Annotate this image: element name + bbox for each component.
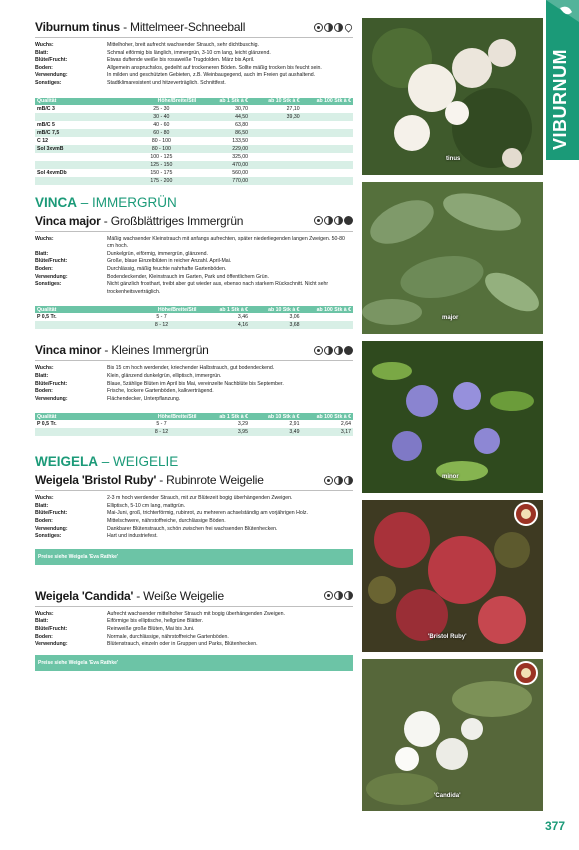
column-header: ab 10 Stk à € — [250, 98, 302, 105]
table-cell — [250, 161, 302, 169]
value-boden: Mittelschwere, nährstoffreiche, durchlässige Böden. — [107, 518, 226, 525]
table-cell: P 0,5 Tr. — [35, 313, 125, 321]
table-cell — [302, 169, 353, 177]
table-cell — [250, 153, 302, 161]
half-shade-icon — [324, 216, 333, 225]
table-cell: 3,49 — [250, 428, 302, 436]
table-cell: mB/C 5 — [35, 121, 124, 129]
half-shade-icon — [324, 346, 333, 355]
label-wuchs: Wuchs: — [35, 610, 54, 617]
label-blatt: Blatt: — [35, 618, 49, 625]
table-cell: mB/C 7,5 — [35, 129, 124, 137]
table-row — [35, 137, 353, 145]
full-shade-icon — [344, 216, 353, 225]
table-cell — [250, 129, 302, 137]
table-cell: 63,80 — [198, 121, 250, 129]
value-verwendung: Bodendeckender, Kleinstrauch im Garten, Park und öffentlichem Grün. — [107, 273, 269, 280]
property-list — [35, 365, 353, 403]
table-cell: 175 - 200 — [124, 177, 198, 185]
viburnum-tinus-image — [362, 18, 543, 175]
table-cell — [35, 177, 124, 185]
entry-vinca-major — [35, 212, 353, 330]
photo-viburnum-tinus — [362, 18, 543, 175]
label-verwendung: Verwendung: — [35, 395, 68, 402]
section-common-name: IMMERGRÜN — [92, 194, 177, 210]
table-row — [35, 145, 353, 153]
table-cell — [302, 121, 353, 129]
section-common-name: WEIGELIE — [113, 454, 179, 470]
shade-icon — [334, 23, 343, 32]
value-verwendung: Dankbarer Blütenstrauch, schön zwischen frei wachsenden Blütenhecken. — [107, 525, 278, 532]
table-cell: 86,50 — [198, 129, 250, 137]
divider — [35, 606, 353, 607]
property-list — [35, 236, 353, 297]
divider — [35, 231, 353, 232]
half-shade-icon — [334, 591, 343, 600]
location-symbols — [314, 23, 353, 32]
photo-weigela-candida — [362, 659, 543, 811]
half-shade-icon — [334, 476, 343, 485]
page-number: 377 — [544, 819, 565, 833]
location-symbols — [324, 591, 353, 600]
photo-column — [362, 18, 543, 818]
column-header: ab 10 Stk à € — [250, 306, 302, 313]
sun-icon — [314, 346, 323, 355]
table-cell: 80 - 100 — [124, 145, 198, 153]
vinca-minor-image — [362, 341, 543, 493]
plant-name: Weigela 'Bristol Ruby' — [35, 473, 157, 488]
price-table-header — [35, 98, 353, 105]
shade-icon — [344, 476, 353, 485]
divider — [35, 360, 353, 361]
label-boden: Boden: — [35, 64, 53, 71]
weigela-bristol-ruby-image — [362, 500, 543, 652]
price-table-header — [35, 306, 353, 313]
table-cell — [302, 161, 353, 169]
table-cell: C 12 — [35, 137, 124, 145]
table-cell: 2,64 — [301, 420, 353, 428]
table-row — [35, 428, 353, 436]
table-cell: 4,16 — [199, 321, 251, 329]
label-bluete: Blüte/Frucht: — [35, 626, 68, 633]
table-cell — [302, 113, 353, 121]
table-cell: 39,30 — [250, 113, 302, 121]
value-wuchs: Aufrecht wachsender mittelhoher Strauch mit bogig überhängenden Zweigen. — [107, 610, 285, 617]
label-boden: Boden: — [35, 518, 53, 525]
label-boden: Boden: — [35, 633, 53, 640]
column-header: ab 100 Stk à € — [301, 413, 353, 420]
value-verwendung: Flächendecker, Unterpflanzung. — [107, 395, 181, 402]
label-blatt: Blatt: — [35, 250, 49, 257]
value-sonstiges: Hart und industriefest. — [107, 533, 158, 540]
table-cell: 3,29 — [198, 420, 250, 428]
label-sonstiges: Sonstiges: — [35, 533, 62, 540]
column-header: ab 1 Stk à € — [199, 306, 251, 313]
value-boden: Normale, durchlässige, nährstoffreiche Gartenböden. — [107, 633, 229, 640]
value-bluete: Reinweiße große Blüten, Mai bis Juni. — [107, 626, 195, 633]
table-cell: 325,00 — [198, 153, 250, 161]
common-name: - Rubinrote Weigelie — [156, 473, 264, 488]
plant-name: Vinca major — [35, 213, 101, 228]
photo-caption: major — [442, 315, 459, 321]
table-cell: 3,17 — [301, 428, 353, 436]
table-cell: 80 - 100 — [124, 137, 198, 145]
price-table-header — [35, 413, 353, 420]
label-blatt: Blatt: — [35, 502, 49, 509]
table-cell — [35, 428, 125, 436]
table-cell: 470,00 — [198, 161, 250, 169]
label-sonstiges: Sonstiges: — [35, 79, 62, 86]
table-cell — [250, 121, 302, 129]
table-cell — [302, 177, 353, 185]
table-cell: 3,06 — [250, 313, 302, 321]
table-cell: 125 - 150 — [124, 161, 198, 169]
entry-title — [35, 341, 353, 359]
table-cell: 229,00 — [198, 145, 250, 153]
table-cell: 3,95 — [198, 428, 250, 436]
label-bluete: Blüte/Frucht: — [35, 380, 68, 387]
table-cell: Sol 3xvmB — [35, 145, 124, 153]
column-header: Höhe/Breite/Stil — [125, 306, 199, 313]
section-dash: – — [77, 194, 93, 210]
table-row — [35, 121, 353, 129]
section-genus: WEIGELA — [35, 454, 98, 470]
label-blatt: Blatt: — [35, 49, 49, 56]
section-heading-vinca — [35, 195, 353, 212]
entry-vinca-minor — [35, 341, 353, 436]
table-cell — [35, 161, 124, 169]
photo-vinca-major — [362, 182, 543, 334]
value-blatt: Schmal eiförmig bis länglich, immergrün, 3-10 cm lang, leicht glänzend. — [107, 49, 271, 56]
photo-caption: minor — [442, 474, 459, 480]
property-list — [35, 42, 353, 88]
column-header: ab 100 Stk à € — [302, 306, 353, 313]
table-cell — [35, 153, 124, 161]
sun-icon — [314, 216, 323, 225]
table-row — [35, 113, 353, 121]
column-header: ab 100 Stk à € — [302, 98, 353, 105]
table-cell: 133,50 — [198, 137, 250, 145]
table-row — [35, 105, 353, 113]
entry-weigela-bristol-ruby — [35, 471, 353, 565]
plant-name: Weigela 'Candida' — [35, 588, 134, 603]
section-dash: – — [98, 454, 114, 470]
label-wuchs: Wuchs: — [35, 495, 54, 502]
table-cell: 60 - 80 — [124, 129, 198, 137]
side-tab-label: VIBURNUM — [550, 49, 570, 150]
column-header: Qualität — [35, 413, 125, 420]
table-cell — [302, 153, 353, 161]
label-bluete: Blüte/Frucht: — [35, 258, 68, 265]
value-wuchs: Mäßig wachsender Kleinstrauch mit anfangs aufrechten, später niederliegenden langen Zweigen. 50-80 cm hoch. — [107, 235, 345, 250]
sun-icon — [324, 476, 333, 485]
label-verwendung: Verwendung: — [35, 641, 68, 648]
label-verwendung: Verwendung: — [35, 72, 68, 79]
common-name: - Großblättriges Immergrün — [100, 213, 244, 228]
table-cell: 3,46 — [199, 313, 251, 321]
price-table — [35, 413, 353, 436]
photo-caption: tinus — [446, 156, 461, 162]
entry-title — [35, 212, 353, 230]
table-cell: 27,10 — [250, 105, 302, 113]
value-verwendung: Blütenstrauch, einzeln oder in Gruppen und Parks, Blütenhecken. — [107, 641, 258, 648]
location-symbols — [324, 476, 353, 485]
sun-icon — [314, 23, 323, 32]
common-name: - Mittelmeer-Schneeball — [119, 20, 246, 34]
table-cell — [250, 145, 302, 153]
value-blatt: Klein, glänzend dunkelgrün, elliptisch, immergrün. — [107, 372, 222, 379]
weigela-candida-image — [362, 659, 543, 811]
half-shade-icon — [324, 23, 333, 32]
label-bluete: Blüte/Frucht: — [35, 510, 68, 517]
value-verwendung: In milden und geschützten Gebieten, z.B. Weinbaugegend, auch im Freien gut aushaltend. — [107, 72, 316, 79]
table-row — [35, 161, 353, 169]
table-cell — [250, 137, 302, 145]
column-header: Qualität — [35, 306, 125, 313]
column-header: Qualität — [35, 98, 124, 105]
value-boden: Durchlässig, mäßig feuchte nahrhafte Gartenböden. — [107, 265, 227, 272]
value-bluete: Große, blaue Einzelblüten in reicher Anzahl. April-Mai. — [107, 258, 232, 265]
table-cell — [35, 321, 125, 329]
table-cell: 30 - 40 — [124, 113, 198, 121]
plant-name: Viburnum tinus — [35, 20, 120, 34]
plant-name: Vinca minor — [35, 343, 102, 358]
column-header: ab 1 Stk à € — [198, 98, 250, 105]
shade-icon — [334, 216, 343, 225]
table-row — [35, 129, 353, 137]
section-genus: VINCA — [35, 194, 78, 210]
label-verwendung: Verwendung: — [35, 273, 68, 280]
entry-title — [35, 471, 353, 489]
table-row — [35, 169, 353, 177]
photo-caption: 'Bristol Ruby' — [428, 634, 467, 640]
value-sonstiges: Nicht gänzlich frosthart, treibt aber gut wieder aus, ebenso nach starkem Rückschnitt. Nicht sehr trockenheitsverträglich. — [107, 281, 329, 295]
shade-icon — [334, 346, 343, 355]
entry-title — [35, 587, 353, 605]
value-sonstiges: Stadtklimaresistent und hitzeverträglich. Schnittfest. — [107, 79, 226, 86]
label-boden: Boden: — [35, 388, 53, 395]
value-blatt: Elliptisch, 5-10 cm lang, mattgrün. — [107, 502, 186, 509]
heart-icon — [343, 22, 353, 32]
label-sonstiges: Sonstiges: — [35, 281, 62, 288]
table-cell: P 0,5 Tr. — [35, 420, 125, 428]
table-cell: 44,50 — [198, 113, 250, 121]
divider — [35, 37, 353, 38]
column-header: ab 10 Stk à € — [250, 413, 302, 420]
table-cell: 5 - 7 — [125, 420, 199, 428]
table-cell: 3,68 — [250, 321, 302, 329]
label-blatt: Blatt: — [35, 372, 49, 379]
entry-weigela-candida — [35, 587, 353, 671]
table-cell: 100 - 125 — [124, 153, 198, 161]
property-list — [35, 611, 353, 649]
value-boden: Allgemein anspruchslos, gedeiht auf trockeneren Böden. Sollte mäßig trocken bis feucht sein. — [107, 64, 322, 71]
table-cell: 40 - 60 — [124, 121, 198, 129]
price-table — [35, 306, 353, 329]
entry-viburnum-tinus — [35, 18, 353, 185]
price-reference-note: Preise siehe Weigela 'Eva Rathke' — [35, 655, 353, 671]
table-cell: 2,91 — [250, 420, 302, 428]
label-wuchs: Wuchs: — [35, 42, 54, 48]
table-cell — [250, 177, 302, 185]
table-cell: Sol 4xvmDb — [35, 169, 124, 177]
table-cell: 30,70 — [198, 105, 250, 113]
label-bluete: Blüte/Frucht: — [35, 57, 68, 64]
bee-friendly-badge-icon — [514, 502, 538, 526]
table-cell: 560,00 — [198, 169, 250, 177]
photo-caption: 'Candida' — [434, 793, 461, 799]
sun-icon — [324, 591, 333, 600]
table-cell: 5 - 7 — [125, 313, 199, 321]
table-cell — [302, 313, 353, 321]
shade-icon — [344, 591, 353, 600]
common-name: - Kleines Immergrün — [101, 343, 209, 358]
location-symbols — [314, 346, 353, 355]
table-row — [35, 321, 353, 329]
bee-friendly-badge-icon — [514, 661, 538, 685]
property-list — [35, 495, 353, 541]
value-boden: Frische, lockere Gartenböden, kalkverträgend. — [107, 388, 214, 395]
table-cell: 8 - 12 — [125, 428, 199, 436]
entry-title — [35, 18, 353, 36]
divider — [35, 490, 353, 491]
table-row — [35, 313, 353, 321]
value-bluete: Etwas duftende weiße bis rosaweiße Trugdolden. März bis April. — [107, 57, 255, 64]
table-cell — [250, 169, 302, 177]
table-cell: 8 - 12 — [125, 321, 199, 329]
value-blatt: Dunkelgrün, eiförmig, immergrün, glänzend. — [107, 250, 208, 257]
column-header: Höhe/Breite/Stil — [125, 413, 199, 420]
column-header: ab 1 Stk à € — [198, 413, 250, 420]
table-cell: 25 - 30 — [124, 105, 198, 113]
table-cell: mB/C 3 — [35, 105, 124, 113]
label-boden: Boden: — [35, 265, 53, 272]
label-wuchs: Wuchs: — [35, 235, 54, 242]
table-cell — [302, 137, 353, 145]
table-cell — [302, 145, 353, 153]
photo-weigela-bristol-ruby — [362, 500, 543, 652]
vinca-major-image — [362, 182, 543, 334]
table-cell: 150 - 175 — [124, 169, 198, 177]
table-row — [35, 420, 353, 428]
price-reference-note: Preise siehe Weigela 'Eva Rathke' — [35, 549, 353, 565]
location-symbols — [314, 216, 353, 225]
table-cell — [302, 105, 353, 113]
value-wuchs: Mittelhoher, breit aufrecht wachsender Strauch, sehr dichtbuschig. — [107, 42, 259, 48]
table-row — [35, 153, 353, 161]
section-heading-weigela — [35, 454, 353, 471]
table-cell — [302, 129, 353, 137]
full-shade-icon — [344, 346, 353, 355]
label-verwendung: Verwendung: — [35, 525, 68, 532]
table-row — [35, 177, 353, 185]
catalog-text-column — [35, 18, 353, 671]
value-bluete: Mai-Juni, groß, trichterförmig, rubinrot, zu mehreren achselständig am vorjährigen Holz. — [107, 510, 308, 517]
value-blatt: Eiförmige bis elliptische, hellgrüne Blätter. — [107, 618, 204, 625]
table-cell — [35, 113, 124, 121]
value-bluete: Blaue, 5zählige Blüten im April bis Mai, vereinzelte Nachblüte bis September. — [107, 380, 284, 387]
genus-side-tab — [546, 0, 579, 845]
common-name: - Weiße Weigelie — [133, 588, 224, 603]
label-wuchs: Wuchs: — [35, 365, 54, 372]
price-table — [35, 98, 353, 185]
value-wuchs: Bis 15 cm hoch werdender, kriechender Halbstrauch, gut bodendeckend. — [107, 365, 275, 372]
photo-vinca-minor — [362, 341, 543, 493]
table-cell — [302, 321, 353, 329]
column-header: Höhe/Breite/Stil — [124, 98, 198, 105]
value-wuchs: 2-3 m hoch werdender Strauch, mit zur Blütezeit bogig überhängenden Zweigen. — [107, 495, 293, 502]
table-cell: 770,00 — [198, 177, 250, 185]
